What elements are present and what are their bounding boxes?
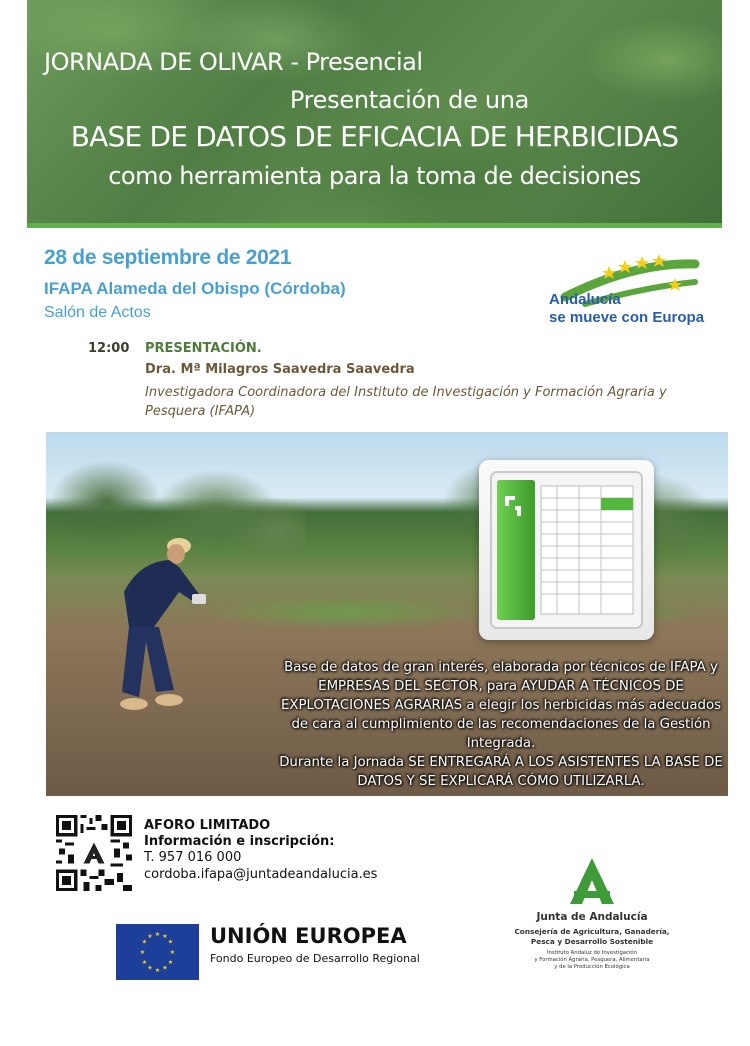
eu-subtitle: Fondo Europeo de Desarrollo Regional	[210, 952, 420, 965]
programme-title: PRESENTACIÓN.	[145, 341, 262, 356]
junta-logo-icon	[562, 858, 622, 910]
svg-text:★: ★	[169, 949, 176, 956]
svg-text:★: ★	[147, 933, 153, 940]
junta-institute: Instituto Andaluz de Investigación y Formación Agraria, Pesquera, Alimentaria y de la Producción Ecológica	[534, 950, 650, 970]
svg-text:★: ★	[154, 931, 161, 938]
svg-text:★: ★	[154, 967, 161, 974]
olive-grove-photo	[46, 432, 728, 796]
svg-text:★: ★	[162, 933, 168, 940]
andalucia-logo-line1: Andalucía	[549, 291, 621, 308]
programme-speaker: Dra. Mª Milagros Saavedra Saavedra	[145, 362, 415, 377]
spreadsheet-icon	[479, 460, 654, 640]
svg-text:★: ★	[141, 938, 148, 946]
banner-subtitle: Presentación de una	[289, 86, 530, 114]
svg-text:★: ★	[162, 964, 168, 972]
event-date: 28 de septiembre de 2021	[44, 246, 292, 269]
info-label: Información e inscripción:	[144, 834, 335, 849]
svg-text:★: ★	[139, 949, 146, 956]
junta-department: Consejería de Agricultura, Ganadería, Pesca y Desarrollo Sostenible	[514, 927, 670, 946]
svg-text:★: ★	[141, 959, 148, 966]
andalucia-logo-line2: se mueve con Europa	[549, 309, 705, 326]
svg-text:★: ★	[167, 959, 174, 966]
svg-text:★: ★	[147, 964, 153, 972]
researcher-figure	[84, 532, 224, 722]
event-place: IFAPA Alameda del Obispo (Córdoba)	[44, 279, 346, 298]
contact-phone[interactable]: T. 957 016 000	[144, 850, 242, 865]
banner-headline: BASE DE DATOS DE EFICACIA DE HERBICIDAS	[70, 120, 679, 153]
contact-email[interactable]: cordoba.ifapa@juntadeandalucia.es	[144, 867, 378, 882]
programme-speaker-role: Investigadora Coordinadora del Instituto de Investigación y Formación Agraria y Pesquera (IFAPA)	[145, 385, 667, 419]
programme-time: 12:00	[88, 341, 130, 356]
aforo-notice: AFORO LIMITADO	[144, 818, 271, 833]
andalucia-logo-text	[549, 291, 704, 327]
event-room: Salón de Actos	[44, 304, 151, 321]
eu-flag-icon	[116, 924, 199, 980]
banner-tagline: como herramienta para la toma de decisiones	[108, 162, 641, 190]
svg-text:★: ★	[167, 938, 174, 946]
banner-event-title: JORNADA DE OLIVAR - Presencial	[44, 48, 423, 76]
photo-caption: Base de datos de gran interés, elaborada por técnicos de IFAPA y EMPRESAS DEL SECTOR, para AYUDAR A TÉCNICOS DE EXPLOTACIONES AGRARIAS a elegir los herbicidas más adecuados de cara al cumplimiento de las recomendaciones de la Gestión Integrada. Durante la Jornada SE ENTREGARÁ A LOS ASISTENTES LA BASE DE DATOS Y SE EXPLICARÁ CÓMO UTILIZARLA.	[279, 660, 723, 789]
junta-name: Junta de Andalucía	[536, 911, 648, 923]
header-banner	[27, 0, 722, 228]
eu-title: UNIÓN EUROPEA	[210, 924, 407, 948]
qr-code-icon[interactable]	[56, 815, 132, 891]
